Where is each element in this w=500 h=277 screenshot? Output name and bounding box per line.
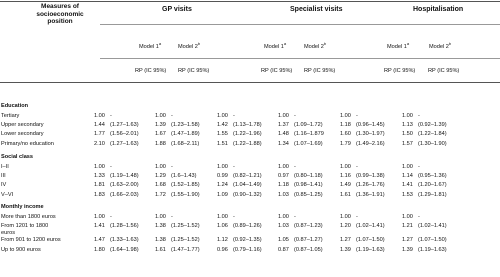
ci-value: (1.36–1.91) (356, 191, 385, 198)
rp-value: 1.60 (340, 131, 351, 138)
ci-value: - (110, 164, 112, 170)
row-label: I–II (1, 164, 9, 170)
ci-value: - (171, 214, 173, 220)
rp-value: 1.00 (340, 113, 351, 119)
rp-value: 1.21 (402, 223, 413, 230)
rp-value: 1.80 (94, 246, 105, 253)
ci-value: (1.47–1.77) (171, 246, 200, 253)
row-label: More than 1800 euros (1, 214, 56, 220)
rp-value: 1.39 (155, 122, 166, 129)
ci-value: - (356, 164, 358, 170)
rp-value: 1.18 (340, 122, 351, 129)
rp-value: 1.61 (155, 246, 166, 253)
rp-value: 1.00 (94, 214, 105, 220)
rp-value: 0.96 (217, 246, 228, 253)
ci-value: (1.28–1.56) (110, 223, 139, 230)
rp-value: 1.00 (278, 113, 289, 119)
ci-value: (1.66–2.03) (110, 191, 139, 198)
rp-value: 1.00 (155, 214, 166, 220)
ci-value: - (418, 214, 420, 220)
ci-value: - (294, 113, 296, 119)
ci-value: (1.30–1.97) (356, 131, 385, 138)
rp-value: 1.68 (155, 182, 166, 189)
ci-value: (1.22–1.84) (418, 131, 447, 138)
ci-value: (0.95–1.36) (418, 173, 447, 180)
ci-value: (1.19–1.63) (356, 246, 385, 253)
ci-value: - (294, 164, 296, 170)
rp-value: 1.88 (155, 140, 166, 147)
rp-label: RP (IC 95%) (261, 68, 293, 74)
ci-value: (0.79–1.16) (233, 246, 262, 253)
rp-value: 1.18 (278, 182, 289, 189)
rp-value: 1.00 (278, 214, 289, 220)
rp-value: 1.14 (402, 173, 413, 180)
model2-label-spec: Model 2$^b$ (304, 41, 327, 50)
group-header-specialist: Specialist visits (290, 6, 343, 13)
row-label-continued: euros (1, 230, 15, 237)
ci-value: - (110, 214, 112, 220)
rp-value: 1.12 (217, 237, 228, 244)
row-label: III (1, 173, 6, 180)
ci-value: (1.07–1.50) (356, 237, 385, 244)
rp-value: 1.24 (217, 182, 228, 189)
header-bottom-rule (0, 82, 500, 83)
model-divider (100, 58, 500, 59)
rp-value: 1.03 (278, 191, 289, 198)
rp-label: RP (IC 95%) (304, 68, 336, 74)
rp-value: 1.00 (155, 113, 166, 119)
rp-value: 0.97 (278, 173, 289, 180)
rp-label: RP (IC 95%) (135, 68, 167, 74)
column-header-measures: Measures of socioeconomic position (36, 3, 84, 25)
rp-value: 1.51 (217, 140, 228, 147)
group-header-hospitalisation: Hospitalisation (413, 6, 464, 13)
rp-value: 1.55 (217, 131, 228, 138)
ci-value: (1.68–2.11) (171, 140, 200, 147)
rp-value: 0.87 (278, 246, 289, 253)
ci-value: - (171, 164, 173, 170)
ci-value: - (233, 164, 235, 170)
ci-value: - (418, 164, 420, 170)
rp-label: RP (IC 95%) (428, 68, 460, 74)
rp-value: 1.13 (402, 122, 413, 129)
ci-value: (1.13–1.78) (233, 122, 262, 129)
rp-value: 1.00 (278, 164, 289, 170)
rp-value: 1.20 (340, 223, 351, 230)
rp-value: 1.41 (94, 223, 105, 230)
ci-value: - (233, 113, 235, 119)
ci-value: (1.33–1.63) (110, 237, 139, 244)
ci-value: (1.27–1.63) (110, 140, 139, 147)
group-header-gp: GP visits (162, 6, 192, 13)
rp-value: 1.05 (278, 237, 289, 244)
model1-label-spec: Model 1$^a$ (264, 41, 287, 50)
rp-value: 1.00 (94, 113, 105, 119)
ci-value: (1.19–1.48) (110, 173, 139, 180)
ci-value: (0.90–1.32) (233, 191, 262, 198)
rp-value: 1.29 (155, 173, 166, 180)
rp-label: RP (IC 95%) (178, 68, 210, 74)
rp-value: 1.27 (340, 237, 351, 244)
ci-value: - (233, 214, 235, 220)
rp-value: 1.39 (340, 246, 351, 253)
ci-value: (1.27–1.63) (110, 122, 139, 129)
rp-value: 1.81 (94, 182, 105, 189)
ci-value: (1.30–1.90) (418, 140, 447, 147)
rp-value: 1.33 (94, 173, 105, 180)
rp-value: 1.72 (155, 191, 166, 198)
ci-value: (1.64–1.98) (110, 246, 139, 253)
model1-label-hosp: Model 1$^a$ (387, 41, 410, 50)
ci-value: (1.07–1.69) (294, 140, 323, 147)
rp-value: 1.38 (155, 223, 166, 230)
model2-label-gp: Model 2$^b$ (178, 41, 201, 50)
rp-value: 1.61 (340, 191, 351, 198)
header-divider (100, 24, 500, 25)
rp-value: 1.34 (278, 140, 289, 147)
ci-value: (0.87–1.23) (294, 223, 323, 230)
rp-value: 1.00 (340, 214, 351, 220)
section-title: Social class (1, 154, 34, 160)
row-label: IV (1, 182, 7, 189)
ci-value: (1.02–1.41) (418, 223, 447, 230)
ci-value: (0.87–1.05) (294, 246, 323, 253)
ci-value: (1.25–1.52) (171, 223, 200, 230)
rp-value: 1.57 (402, 140, 413, 147)
ci-value: (0.87–1.27) (294, 237, 323, 244)
table-top-rule (0, 1, 500, 2)
ci-value: (0.80–1.18) (294, 173, 323, 180)
rp-value: 1.39 (402, 246, 413, 253)
rp-value: 1.00 (217, 164, 228, 170)
rp-value: 1.00 (402, 214, 413, 220)
rp-value: 1.00 (217, 214, 228, 220)
rp-value: 1.03 (278, 223, 289, 230)
ci-value: - (418, 113, 420, 119)
rp-value: 1.27 (402, 237, 413, 244)
ci-value: (1.6–1.43) (171, 173, 197, 180)
row-label: Primary/no education (1, 140, 54, 147)
rp-value: 2.10 (94, 140, 105, 147)
row-label: Upper secondary (1, 122, 44, 129)
rp-value: 1.83 (94, 191, 105, 198)
rp-value: 1.48 (278, 131, 289, 138)
rp-value: 1.50 (402, 131, 413, 138)
ci-value: (1.04–1.49) (233, 182, 262, 189)
rp-value: 1.53 (402, 191, 413, 198)
rp-value: 0.99 (217, 173, 228, 180)
ci-value: - (356, 214, 358, 220)
rp-value: 1.38 (155, 237, 166, 244)
rp-value: 1.47 (94, 237, 105, 244)
rp-value: 1.41 (402, 182, 413, 189)
ci-value: (1.55–1.90) (171, 191, 200, 198)
ci-value: (0.82–1.21) (233, 173, 262, 180)
rp-value: 1.00 (155, 164, 166, 170)
rp-value: 1.79 (340, 140, 351, 147)
rp-label: RP (IC 95%) (384, 68, 416, 74)
ci-value: (1.09–1.72) (294, 122, 323, 129)
model1-label-gp: Model 1$^a$ (139, 41, 162, 50)
rp-value: 1.37 (278, 122, 289, 129)
ci-value: (1.49–2.16) (356, 140, 385, 147)
ci-value: (1.56–2.01) (110, 131, 139, 138)
ci-value: (1.19–1.63) (418, 246, 447, 253)
rp-value: 1.77 (94, 131, 105, 138)
ci-value: (0.99–1.38) (356, 173, 385, 180)
ci-value: (0.89–1.26) (233, 223, 262, 230)
ci-value: (0.96–1.45) (356, 122, 385, 129)
ci-value: (1.23–1.58) (171, 122, 200, 129)
ci-value: (1.29–1.81) (418, 191, 447, 198)
model2-label-hosp: Model 2$^b$ (429, 41, 452, 50)
row-label: V–VI (1, 191, 14, 198)
ci-value: (1.20–1.67) (418, 182, 447, 189)
ci-value: - (171, 113, 173, 119)
section-title: Education (1, 103, 29, 109)
row-label: Tertiary (1, 113, 20, 119)
ci-value: (1.02–1.41) (356, 223, 385, 230)
rp-value: 1.16 (340, 173, 351, 180)
ci-value: (1.07–1.50) (418, 237, 447, 244)
ci-value: - (110, 113, 112, 119)
ci-value: - (356, 113, 358, 119)
row-label: From 901 to 1200 euros (1, 237, 61, 244)
rp-value: 1.49 (340, 182, 351, 189)
section-title: Monthly income (1, 204, 44, 210)
ci-value: (1.26–1.76) (356, 182, 385, 189)
ci-value: (1.22–1.88) (233, 140, 262, 147)
rp-value: 1.06 (217, 223, 228, 230)
rp-value: 1.44 (94, 122, 105, 129)
row-label: From 1201 to 1800 (1, 223, 49, 230)
ci-value: (0.92–1.35) (233, 237, 262, 244)
rp-value: 1.00 (402, 164, 413, 170)
rp-value: 1.09 (217, 191, 228, 198)
ci-value: (1.22–1.96) (233, 131, 262, 138)
rp-value: 1.42 (217, 122, 228, 129)
row-label: Up to 900 euros (1, 246, 41, 253)
rp-value: 1.67 (155, 131, 166, 138)
ci-value: (1.25–1.52) (171, 237, 200, 244)
row-label: Lower secondary (1, 131, 44, 138)
ci-value: - (294, 214, 296, 220)
rp-value: 1.00 (402, 113, 413, 119)
rp-value: 1.00 (340, 164, 351, 170)
ci-value: (1.63–2.00) (110, 182, 139, 189)
ci-value: (0.98–1.41) (294, 182, 323, 189)
ci-value: (1.52–1.85) (171, 182, 200, 189)
ci-value: (0.85–1.25) (294, 191, 323, 198)
rp-value: 1.00 (94, 164, 105, 170)
ci-value: (1.47–1.89) (171, 131, 200, 138)
ci-value: (0.92–1.39) (418, 122, 447, 129)
rp-value: 1.00 (217, 113, 228, 119)
ci-value: (1.16–1.879 (294, 131, 324, 138)
